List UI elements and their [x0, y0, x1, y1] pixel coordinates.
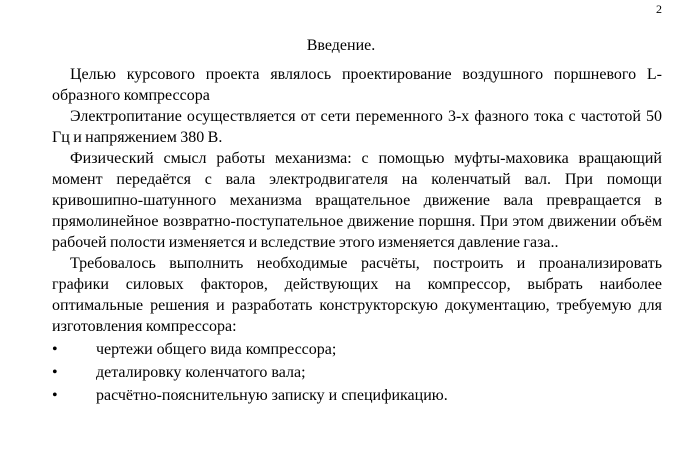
paragraph-requirements: Требовалось выполнить необходимые расчёты, построить и проанализировать графики силовых факторов, действующих на компрессор, выбрать наиболее оптимальные решения и разработать конструкторскую документацию, требуемую для изготовления компрессора: — [52, 255, 662, 335]
bullet-icon: • — [52, 341, 58, 358]
deliverables-list — [52, 339, 662, 406]
page-number: 2 — [656, 2, 662, 16]
list-item-text: деталировку коленчатого вала; — [96, 364, 306, 381]
paragraph-power-supply: Электропитание осуществляется от сети переменного 3-х фазного тока с частотой 50 Гц и напряжением 380 В. — [52, 108, 662, 146]
bullet-icon: • — [52, 387, 58, 404]
list-item — [52, 339, 662, 360]
paragraph-mechanism: Физический смысл работы механизма: с помощью муфты-маховика вращающий момент передаётся с вала электродвигателя на коленчатый вал. При помощи кривошипно-шатунного механизма вращательное движение вала превращается в прямолинейное возвратно-поступательное движение поршня. При этом движении объём рабочей полости изменяется и вследствие этого изменяется давление газа.. — [52, 150, 662, 251]
paragraph-purpose: Целью курсового проекта являлось проектирование воздушного поршневого L-образного компрессора — [52, 66, 662, 104]
list-item-text: расчётно-пояснительную записку и спецификацию. — [96, 387, 448, 404]
list-item — [52, 362, 662, 383]
list-item — [52, 385, 662, 406]
document-body — [52, 64, 662, 406]
section-title: Введение. — [306, 37, 376, 54]
list-item-text: чертежи общего вида компрессора; — [96, 341, 337, 358]
bullet-icon: • — [52, 364, 58, 381]
